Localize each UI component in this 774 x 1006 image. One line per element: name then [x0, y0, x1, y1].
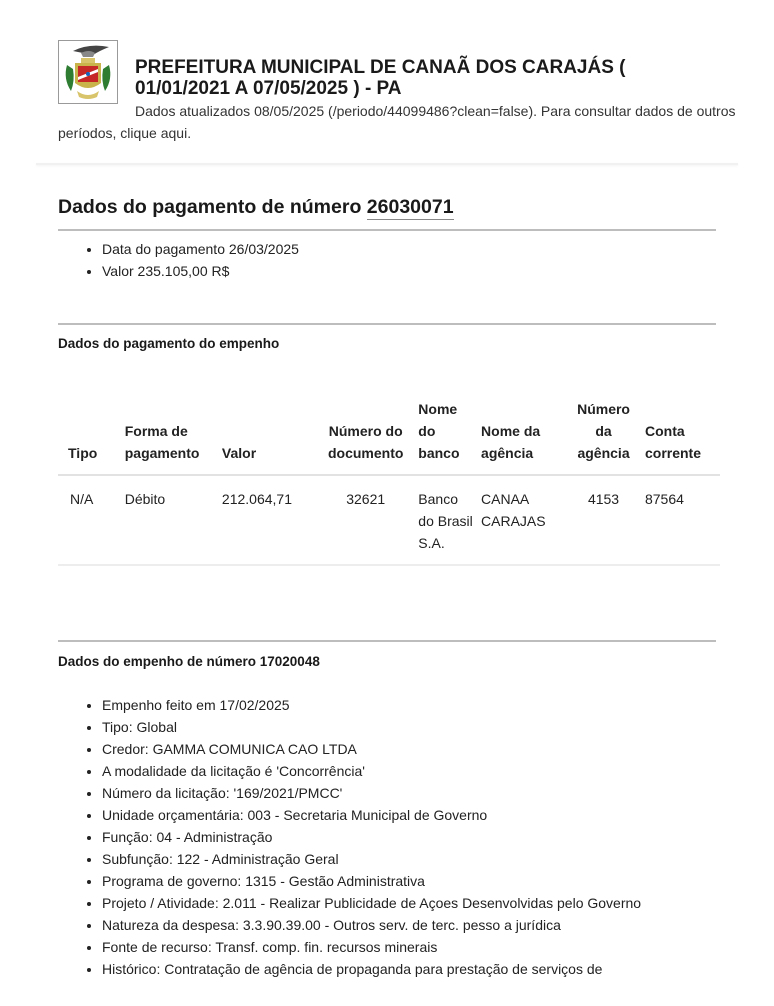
section-divider [58, 640, 716, 642]
column-header-conta-corrente: Conta corrente [641, 398, 720, 475]
cell-numero-documento: 32621 [317, 475, 414, 565]
payment-value: • Valor 235.105,00 R$ [102, 260, 299, 282]
cell-numero-agencia: 4153 [566, 475, 641, 565]
table-row [58, 475, 720, 565]
empenho-natureza-despesa: • Natureza da despesa: 3.3.90.39.00 - Outros serv. de terc. pesso a jurídica [102, 914, 641, 936]
header-divider [36, 163, 738, 165]
empenho-details-list [58, 694, 641, 980]
page-header [0, 0, 774, 165]
empenho-payment-table [58, 398, 720, 566]
empenho-heading: Dados do empenho de número 17020048 [58, 654, 320, 669]
payment-heading-label: Dados do pagamento de número [58, 196, 367, 218]
column-header-numero-documento: Número do documento [317, 398, 414, 475]
payment-details-list [58, 238, 299, 282]
empenho-subfuncao: • Subfunção: 122 - Administração Geral [102, 848, 641, 870]
section-divider [58, 229, 716, 231]
cell-nome-agencia: CANAA CARAJAS [477, 475, 566, 565]
empenho-projeto-atividade: • Projeto / Atividade: 2.011 - Realizar Publicidade de Açoes Desenvolvidas pelo Governo [102, 892, 641, 914]
cell-nome-banco: Banco do Brasil S.A. [414, 475, 477, 565]
column-header-valor: Valor [218, 398, 317, 475]
column-header-nome-banco: Nome do banco [414, 398, 477, 475]
column-header-forma-pagamento: Forma de pagamento [121, 398, 218, 475]
section-divider [58, 323, 716, 325]
payment-number: 26030071 [366, 196, 454, 218]
column-header-numero-agencia: Número da agência [566, 398, 641, 475]
table-header-row [58, 398, 720, 475]
empenho-funcao: • Função: 04 - Administração [102, 826, 641, 848]
cell-conta-corrente: 87564 [641, 475, 720, 565]
empenho-tipo: • Tipo: Global [102, 716, 641, 738]
payment-heading [58, 196, 454, 219]
municipal-coat-of-arms-icon [58, 40, 118, 104]
cell-forma-pagamento: Débito [121, 475, 218, 565]
empenho-credor: • Credor: GAMMA COMUNICA CAO LTDA [102, 738, 641, 760]
column-header-nome-agencia: Nome da agência [477, 398, 566, 475]
cell-tipo: N/A [58, 475, 121, 565]
empenho-unidade-orcamentaria: • Unidade orçamentária: 003 - Secretaria Municipal de Governo [102, 804, 641, 826]
empenho-payment-heading: Dados do pagamento do empenho [58, 336, 280, 351]
empenho-programa: • Programa de governo: 1315 - Gestão Administrativa [102, 870, 641, 892]
cell-valor: 212.064,71 [218, 475, 317, 565]
empenho-date: • Empenho feito em 17/02/2025 [102, 694, 641, 716]
empenho-fonte-recurso: • Fonte de recurso: Transf. comp. fin. recursos minerais [102, 936, 641, 958]
empenho-historico: • Histórico: Contratação de agência de propaganda para prestação de serviços de [102, 958, 641, 980]
column-header-tipo: Tipo [58, 398, 121, 475]
empenho-numero-licitacao: • Número da licitação: '169/2021/PMCC' [102, 782, 641, 804]
empenho-modalidade: • A modalidade da licitação é 'Concorrência' [102, 760, 641, 782]
page-title: PREFEITURA MUNICIPAL DE CANAÃ DOS CARAJÁS ( 01/01/2021 A 07/05/2025 ) - PA [135, 57, 626, 99]
payment-date: • Data do pagamento 26/03/2025 [102, 238, 299, 260]
data-updated-notice[interactable]: Dados atualizados 08/05/2025 (/periodo/44099486?clean=false). Para consultar dados de outros períodos, clique aqui. [58, 103, 736, 141]
